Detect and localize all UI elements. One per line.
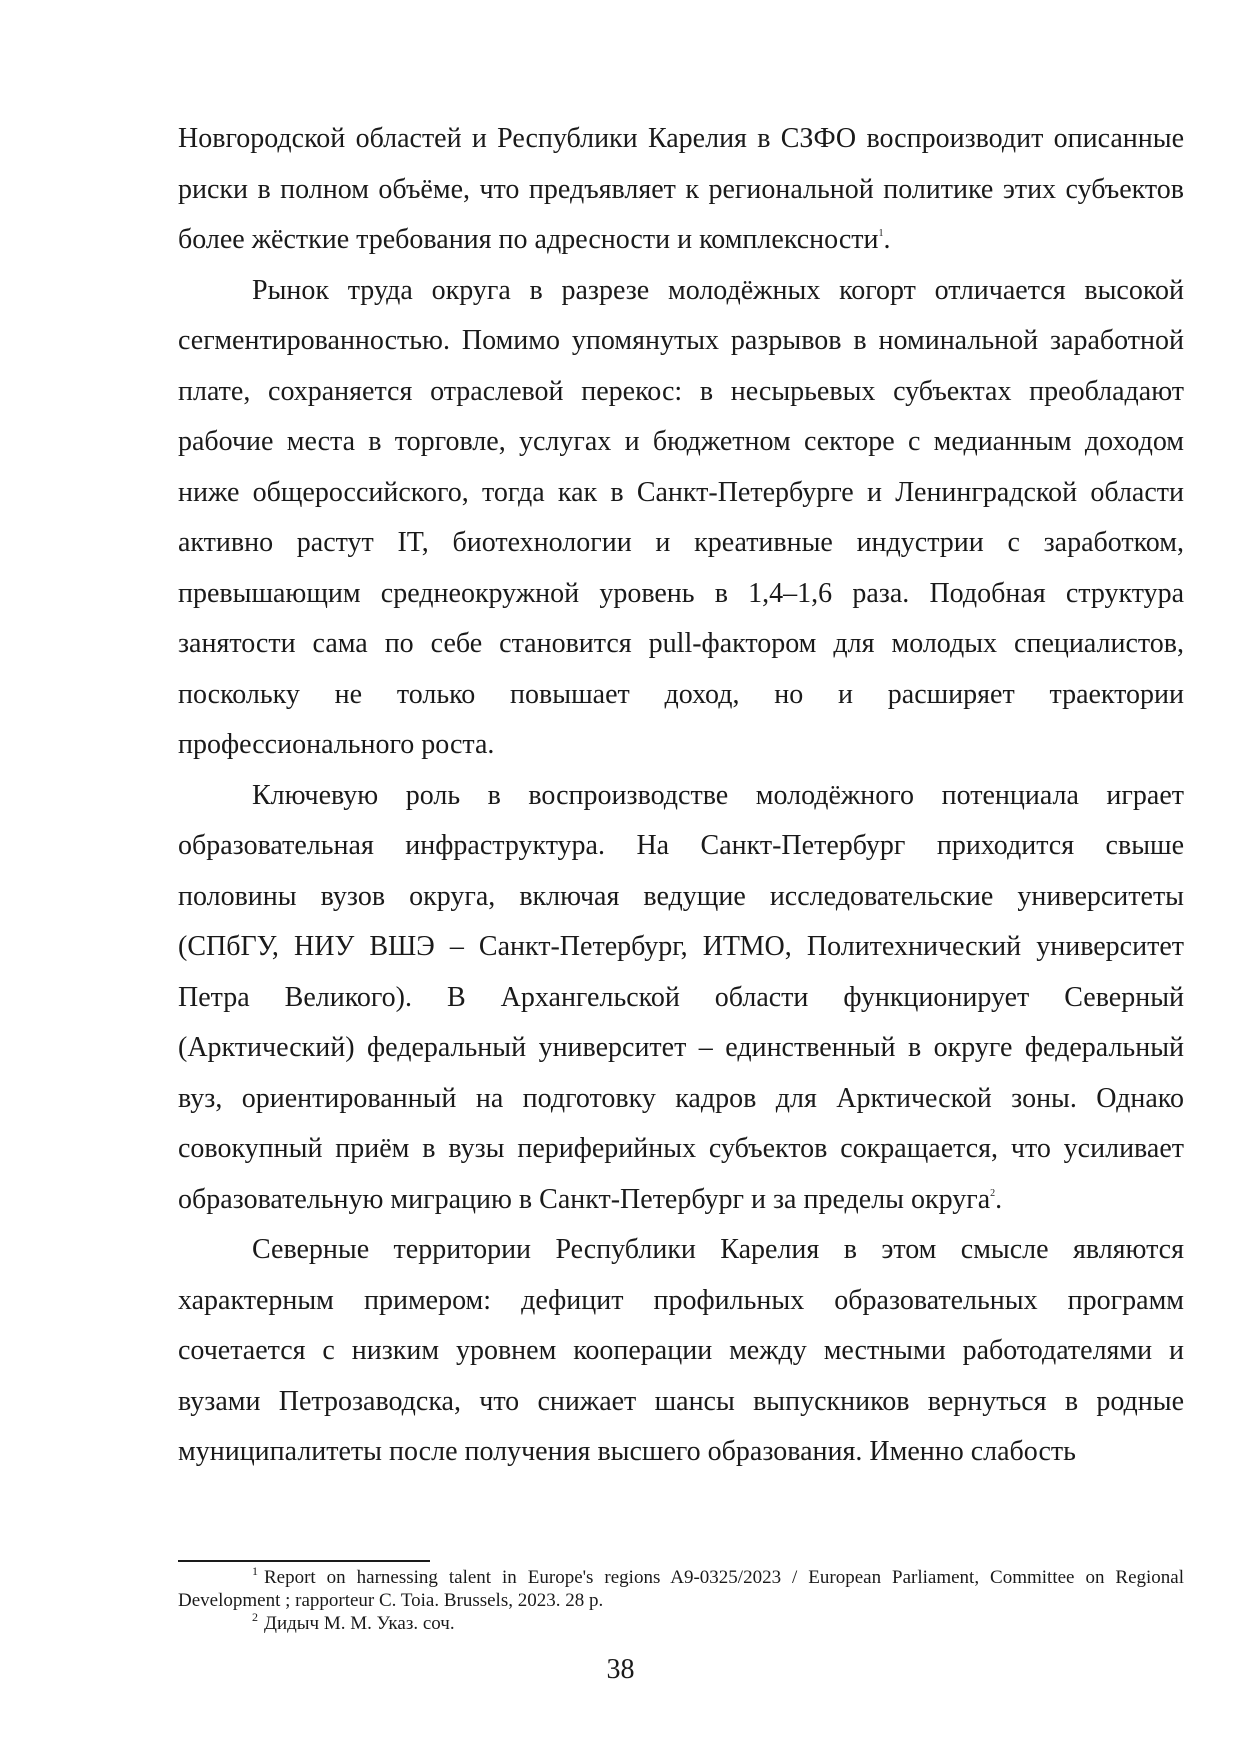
footnote-1: [178, 1566, 1184, 1612]
page-number: 38: [606, 1654, 635, 1685]
footnotes: [178, 1566, 1184, 1635]
footnote-text: Дидыч М. М. Указ. соч.: [264, 1613, 455, 1634]
paragraph-text: Рынок труда округа в разрезе молодёжных когорт отличается высокой сегментированностью. Помимо упомянутых разрывов в номинальной заработной плате, сохраняется отраслевой перекос: в несырьевых субъектах преобладают рабочие места в торговле, услугах и бюджетном секторе с медианным доходом ниже общероссийского, тогда как в Санкт-Петербурге и Ленинградской области активно растут IT, биотехнологии и креативные индустрии с заработком, превышающим среднеокружной уровень в 1,4–1,6 раза. Подобная структура занятости сама по себе становится pull-фактором для молодых специалистов, поскольку не только повышает доход, но и расширяет траектории профессионального роста.: [178, 274, 1184, 760]
footnote-ref-1[interactable]: 1: [878, 228, 884, 239]
footnote-text: Report on harnessing talent in Europe's regions A9-0325/2023 / European Parliament, Committee on Regional Development ; rapporteur C. Toia. Brussels, 2023. 28 p.: [178, 1567, 1184, 1611]
footnote-number: 2: [252, 1610, 258, 1624]
footnote-2: [178, 1612, 1184, 1635]
body-text: [178, 114, 1184, 1478]
footnote-number: 1: [252, 1564, 258, 1578]
footnote-ref-2[interactable]: 2: [990, 1187, 996, 1199]
paragraph-text: Новгородской областей и Республики Карелия в СЗФО воспроизводит описанные риски в полном объёме, что предъявляет к региональной политике этих субъектов более жёсткие требования по адресности и комплексности: [178, 123, 1184, 255]
paragraph-labor-market: [178, 266, 1184, 771]
paragraph-text: Северные территории Республики Карелия в этом смысле являются характерным примером: дефицит профильных образовательных программ сочетается с низким уровнем кооперации между местными работодателями и вузами Петрозаводска, что снижает шансы выпускников вернуться в родные муниципалитеты после получения высшего образования. Именно слабость: [178, 1234, 1184, 1467]
paragraph-tail: .: [883, 224, 891, 255]
paragraph-education: [178, 771, 1184, 1226]
paragraph-continuation: [178, 114, 1184, 266]
paragraph-karelia: [178, 1225, 1184, 1478]
paragraph-text: Ключевую роль в воспроизводстве молодёжного потенциала играет образовательная инфраструктура. На Санкт-Петербург приходится свыше половины вузов округа, включая ведущие исследовательские университеты (СПбГУ, НИУ ВШЭ – Санкт-Петербург, ИТМО, Политехнический университет Петра Великого). В Архангельской области функционирует Северный (Арктический) федеральный университет – единственный в округе федеральный вуз, ориентированный на подготовку кадров для Арктической зоны. Однако совокупный приём в вузы периферийных субъектов сокращается, что усиливает образовательную миграцию в Санкт-Петербург и за пределы округа: [178, 779, 1184, 1215]
footnote-separator: [178, 1560, 430, 1562]
paragraph-tail: .: [995, 1183, 1003, 1215]
